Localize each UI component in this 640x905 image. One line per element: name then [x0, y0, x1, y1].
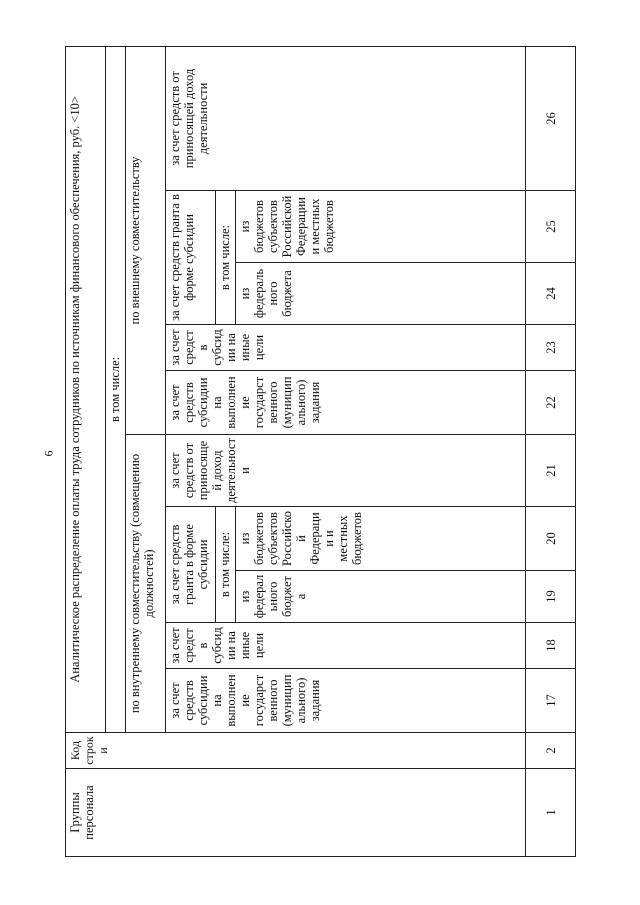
header-in-total: в том числе: [106, 46, 126, 732]
page-number: 6 [41, 450, 56, 457]
payroll-distribution-table [65, 46, 576, 857]
rotated-table-wrapper [65, 47, 575, 857]
int-grant-incl: в том числе: [216, 507, 236, 623]
int-grant: за счет средств гранта в форме субсидии [166, 507, 216, 623]
header-groups: Группы персонала [66, 769, 526, 857]
col-number: 1 [526, 769, 576, 857]
col-number: 17 [526, 669, 576, 733]
int-grant-regional: из бюджетов субъектов Российской Федерации и местных бюджетов [236, 507, 526, 571]
ext-grant-federal: из федерального бюджета [236, 263, 526, 325]
int-grant-federal: из федерального бюджета [236, 571, 526, 623]
ext-other-subsidy: за счет средств субсидии на иные цели [166, 325, 526, 371]
ext-state-task: за счет средств субсидии на выполнение государственного (муниципального) задания [166, 371, 526, 435]
col-number: 23 [526, 325, 576, 371]
col-number: 24 [526, 263, 576, 325]
col-number: 22 [526, 371, 576, 435]
col-number: 20 [526, 507, 576, 571]
ext-grant: за счет средств гранта в форме субсидии [166, 191, 216, 325]
int-other-subsidy: за счет средств субсидии на иные цели [166, 623, 526, 669]
header-code: Код строки [66, 733, 526, 769]
col-number: 21 [526, 435, 576, 507]
header-title: Аналитическое распределение оплаты труда сотрудников по источникам финансового обеспечения, руб. <10> [66, 46, 106, 732]
header-internal: по внутреннему совместительству (совмещению должностей) [126, 435, 166, 733]
int-income: за счет средств от приносящей доход деятельности [166, 435, 526, 507]
ext-grant-incl: в том числе: [216, 191, 236, 325]
header-external: по внешнему совместительству [126, 46, 166, 434]
ext-income: за счет средств от приносящей доход деятельности [166, 46, 526, 190]
col-number: 19 [526, 571, 576, 623]
col-number: 25 [526, 191, 576, 263]
col-number: 26 [526, 46, 576, 190]
int-state-task: за счет средств субсидии на выполнение государственного (муниципального) задания [166, 669, 526, 733]
ext-grant-regional: из бюджетов субъектов Российской Федерации и местных бюджетов [236, 191, 526, 263]
col-number: 18 [526, 623, 576, 669]
col-number: 2 [526, 733, 576, 769]
